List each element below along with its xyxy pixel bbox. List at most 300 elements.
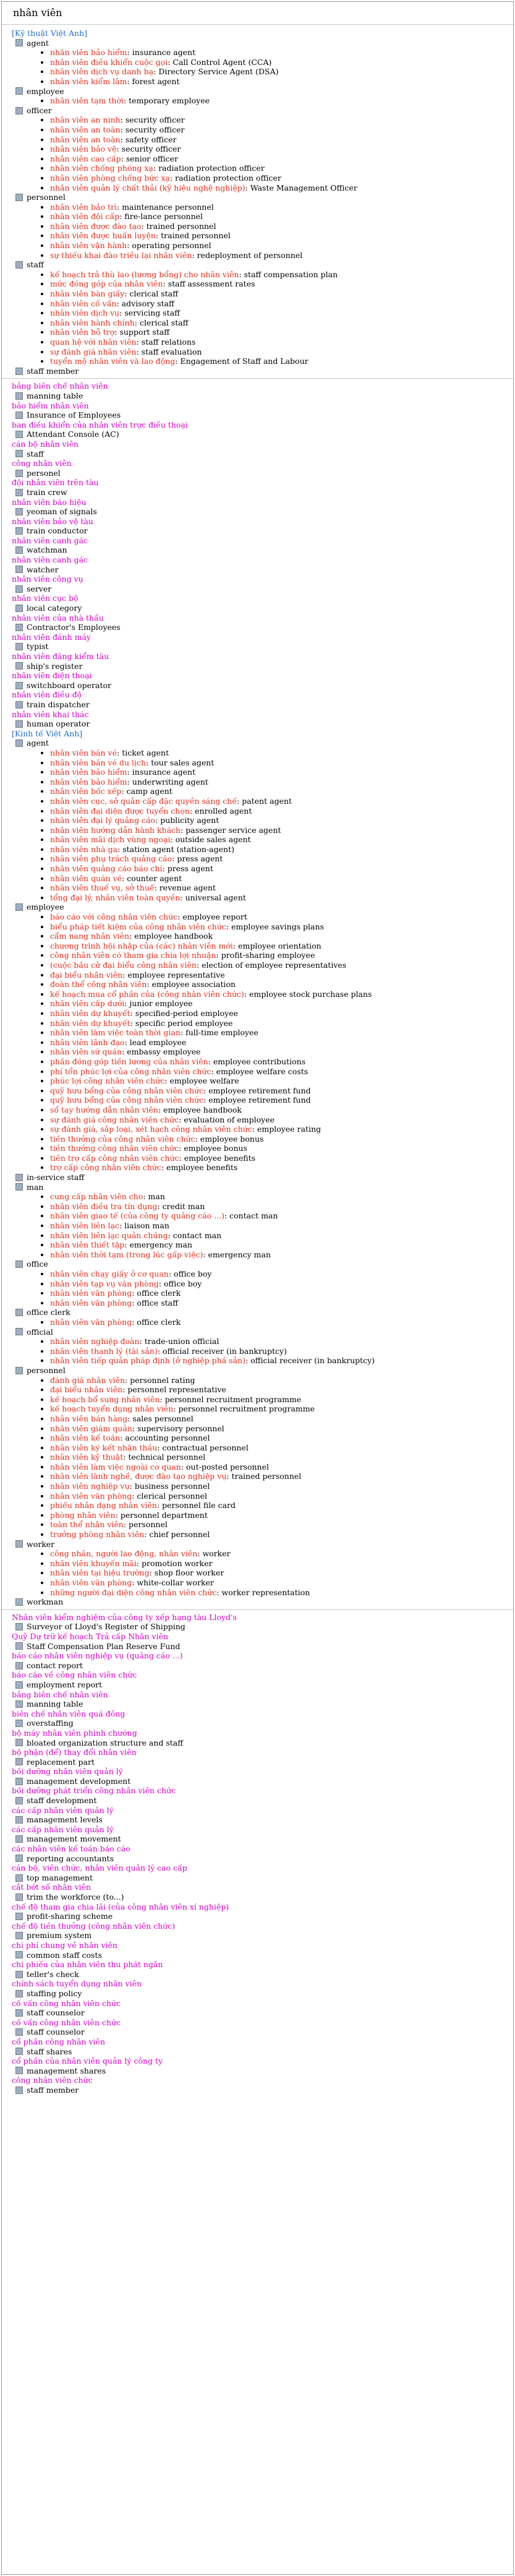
phrase-heading[interactable]: bộ phận (để) thay đổi nhân viên <box>12 1747 137 1757</box>
entry-vietnamese[interactable]: nhân viên được đào tạo <box>50 221 142 231</box>
entry-vietnamese[interactable]: nhân viên bán vé du lịch <box>50 757 147 767</box>
phrase-heading[interactable]: bảng biên chế nhân viên <box>12 381 108 391</box>
entry-english: clerical personnel <box>137 1491 208 1501</box>
entry-vietnamese[interactable]: nhân viên văn phòng <box>50 1491 132 1501</box>
square-bullet-icon <box>15 1778 23 1785</box>
entry-english: patent agent <box>242 796 292 806</box>
entry-vietnamese[interactable]: tổng đại lý, nhân viên toàn quyền <box>50 892 181 902</box>
phrase-heading[interactable]: bồi dưỡng phát triển công nhân viên chức <box>12 1786 176 1796</box>
entry-english: man <box>148 1192 165 1202</box>
phrase-heading[interactable]: chi phiếu của nhân viên thu phát ngân <box>12 1960 163 1970</box>
entry-list <box>12 1317 513 1327</box>
entry-vietnamese[interactable]: công nhân viên có tham gia chia lợi nhuận <box>50 950 216 960</box>
phrase-english: teller's check <box>27 1969 79 1979</box>
phrase-heading[interactable]: Nhân viên kiểm nghiệm của công ty xếp hạng tàu Lloyd's <box>12 1612 237 1622</box>
entry-vietnamese[interactable]: sổ tay hướng dẫn nhân viên <box>50 1105 158 1114</box>
phrase-translation <box>15 1911 513 1921</box>
entry-vietnamese[interactable]: kế hoạch tuyển dụng nhân viên <box>50 1404 174 1414</box>
entry-vietnamese[interactable]: nhân viên cấp dưới <box>50 999 125 1009</box>
phrase-english: trim the workforce (to...) <box>27 1892 124 1902</box>
square-bullet-icon <box>15 470 23 477</box>
entry-english: office clerk <box>137 1317 181 1327</box>
entry-item: • kế hoạch trả thù lao (lương bổng) cho nhân viên: staff compensation plan <box>50 270 513 280</box>
phrase-heading[interactable]: nhân viên báo hiệu <box>12 497 87 507</box>
entry-vietnamese[interactable]: cung cấp nhân viên cho <box>50 1192 143 1202</box>
entry-item: • nhân viên nhà ga: station agent (station-agent) <box>50 845 513 855</box>
entry-vietnamese[interactable]: nhân viên khuyến mãi <box>50 1558 137 1568</box>
entry-vietnamese[interactable]: nhân viên vận hành <box>50 241 127 251</box>
phrase-english: management levels <box>27 1815 103 1825</box>
square-bullet-icon <box>15 1758 23 1765</box>
phrase-english: Attendant Console (AC) <box>27 429 119 439</box>
entry-vietnamese[interactable]: nhân viên hỗ trợ <box>50 327 115 337</box>
entry-vietnamese[interactable]: quan hệ với nhân viên <box>50 337 137 347</box>
entry-vietnamese[interactable]: nhân viên điều khiển cuộc gọi <box>50 57 168 67</box>
entry-vietnamese[interactable]: nhân viên bảo trì <box>50 202 117 212</box>
entry-vietnamese[interactable]: nhân viên giao tế (của công ty quảng cáo ...) <box>50 1211 224 1221</box>
entry-vietnamese[interactable]: nhân viên chạy giấy ở cơ quan <box>50 1269 169 1278</box>
phrase-heading[interactable]: nhân viên đánh máy <box>12 632 91 642</box>
entry-item: • tuyển mộ nhân viên và lao động: Engagement of Staff and Labour <box>50 356 513 366</box>
entry-english: emergency man <box>208 1249 271 1259</box>
phrase-heading[interactable]: các cấp nhân viên quản lý <box>12 1805 114 1815</box>
phrase-heading[interactable]: chế độ tham gia chia lãi (của công nhân viên xí nghiệp) <box>12 1902 229 1911</box>
entry-item: • đánh giá nhân viên: personnel rating <box>50 1376 513 1385</box>
entry-vietnamese[interactable]: kế hoạch mua cổ phần của (công nhân viên chức) <box>50 989 244 999</box>
entry-vietnamese[interactable]: nhân viên thanh lý (tài sản) <box>50 1346 158 1356</box>
entry-vietnamese[interactable]: nhân viên sứ quán <box>50 1047 122 1057</box>
entry-item: • nhân viên bán vé du lịch: tour sales agent <box>50 758 513 768</box>
entry-vietnamese[interactable]: nhân viên tại hiệu trường <box>50 1568 150 1578</box>
phrase-heading[interactable]: cán bộ nhân viên <box>12 439 79 449</box>
entry-item: • nhân viên thanh lý (tài sản): official receiver (in bankruptcy) <box>50 1346 513 1356</box>
phrase-heading[interactable]: nhân viên bảo vệ tàu <box>12 516 93 526</box>
phrase-heading[interactable]: cố vấn công nhân viên chức <box>12 1998 121 2008</box>
entry-vietnamese[interactable]: nhân viên quảng cáo báo chí <box>50 864 163 874</box>
entry-vietnamese[interactable]: phiếu nhân dạng nhân viên <box>50 1501 157 1510</box>
phrase-translation <box>15 1970 513 1979</box>
phrase-heading[interactable]: công nhân viên chức <box>12 2075 93 2085</box>
entry-vietnamese[interactable]: nhân viên an ninh <box>50 115 121 125</box>
entry-item: • tiền trợ cấp công nhân viên chức: employee benefits <box>50 1153 513 1163</box>
phrase-english: overstaffing <box>27 1718 74 1728</box>
phrase-english: watchman <box>27 545 67 555</box>
entry-vietnamese[interactable]: nhân viên bảo vệ <box>50 144 117 154</box>
entry-english: security officer <box>125 115 185 125</box>
entry-english: personnel <box>129 1520 168 1530</box>
entry-vietnamese[interactable]: nhân viên an toàn <box>50 124 121 134</box>
phrase-heading[interactable]: báo cáo nhân viên nghiệp vụ (quảng cáo ...) <box>12 1651 183 1661</box>
entry-vietnamese[interactable]: nhân viên liên lạc quản chúng <box>50 1230 168 1240</box>
entry-vietnamese[interactable]: những người đại diện công nhân viên chức <box>50 1587 217 1597</box>
category-term: agent <box>27 38 49 48</box>
entry-vietnamese[interactable]: sự đánh giá công nhân viên chức <box>50 1114 179 1124</box>
entry-vietnamese[interactable]: tiền trợ cấp công nhân viên chức <box>50 1153 179 1163</box>
square-bullet-icon <box>15 2048 23 2055</box>
entry-english: accounting personnel <box>125 1433 210 1443</box>
entry-item: • nhân viên nghiệp đoàn: trade-union official <box>50 1337 513 1346</box>
entry-item: • nhân viên bốc xếp: camp agent <box>50 786 513 796</box>
entry-vietnamese[interactable]: nhân viên được huấn luyện <box>50 231 156 241</box>
phrase-heading[interactable]: bồi dưỡng nhân viên quản lý <box>12 1767 123 1777</box>
category-term: officer <box>27 105 52 115</box>
entry-vietnamese[interactable]: nhân viên văn phòng <box>50 1288 132 1298</box>
entry-vietnamese[interactable]: nhân viên hành chính <box>50 317 135 327</box>
entry-english: office clerk <box>137 1288 181 1298</box>
entry-vietnamese[interactable]: nhân viên phòng chống bức xạ <box>50 173 170 183</box>
entry-item: • tiền thưởng công nhân viên chức: employee bonus <box>50 1144 513 1153</box>
entry-vietnamese[interactable]: nhân viên chống phóng xạ <box>50 163 153 173</box>
entry-vietnamese[interactable]: nhân viên an toàn <box>50 134 121 144</box>
entry-english: staff relations <box>141 337 196 347</box>
entry-vietnamese[interactable]: tuyển mộ nhân viên và lao động <box>50 356 176 366</box>
square-bullet-icon <box>15 1874 23 1882</box>
phrase-heading[interactable]: cổ phần của nhân viên quản lý công ty <box>12 2056 163 2066</box>
entry-item: • phúc lợi công nhân viên chức: employee welfare <box>50 1076 513 1086</box>
entry-english: employee handbook <box>163 1105 242 1114</box>
square-bullet-icon <box>15 720 23 728</box>
entry-vietnamese[interactable]: biểu pháp tiết kiệm của công nhân viên chức <box>50 921 226 931</box>
phrase-heading[interactable]: các nhân viên kế toán báo cáo <box>12 1844 130 1854</box>
phrase-heading[interactable]: nhân viên canh gác <box>12 555 88 565</box>
phrase-translation <box>15 681 513 691</box>
phrase-translation <box>15 545 513 555</box>
entry-vietnamese[interactable]: nhân viên dịch vụ <box>50 308 120 318</box>
entry-vietnamese[interactable]: kế hoạch bổ sung nhân viên <box>50 1394 160 1404</box>
entry-vietnamese[interactable]: đại biểu nhân viên <box>50 970 123 980</box>
entry-vietnamese[interactable]: tiền thưởng của công nhân viên chức <box>50 1134 195 1144</box>
phrase-heading[interactable]: nhân viên điều độ <box>12 690 82 700</box>
square-bullet-icon <box>15 87 23 95</box>
phrase-heading[interactable]: nhân viên canh gác <box>12 535 88 545</box>
entry-english: employee stock purchase plans <box>249 989 372 999</box>
entry-vietnamese[interactable]: nhân viên mãi dịch vùng ngoại <box>50 835 171 845</box>
phrase-translation <box>15 719 513 729</box>
entry-item: • (cuộc bầu cử đại biểu công nhân viên: election of employee representatives <box>50 960 513 970</box>
entry-vietnamese[interactable]: nhân viên tiếp quản pháp định (ở nghiệp phá sản) <box>50 1356 245 1366</box>
entry-english: evaluation of employee <box>184 1114 275 1124</box>
entry-vietnamese[interactable]: chương trình hội nhập của (các) nhân viên mới <box>50 941 233 950</box>
phrase-heading[interactable]: cố vấn công nhân viên chức <box>12 2017 121 2027</box>
category-term: agent <box>27 738 49 748</box>
entry-english: security officer <box>121 144 181 154</box>
category-term: personnel <box>27 192 66 202</box>
entry-english: worker <box>202 1549 231 1559</box>
entry-vietnamese[interactable]: nhân viên kế toán <box>50 1433 121 1443</box>
entry-english: employee welfare costs <box>216 1066 309 1076</box>
entry-item: • quỹ hưu bổng của công nhân viên chức: employee retirement fund <box>50 1095 513 1105</box>
phrase-heading[interactable]: nhân viên khai thác <box>12 709 89 719</box>
entry-english: temporary employee <box>129 96 210 106</box>
entry-item: • nhân viên an ninh: security officer <box>50 115 513 125</box>
entry-english: radiation protection officer <box>175 173 281 183</box>
phrase-translation <box>15 1796 513 1806</box>
entry-vietnamese[interactable]: nhân viên bán hàng <box>50 1413 128 1423</box>
entry-english: ticket agent <box>122 747 169 757</box>
category-heading <box>15 1327 513 1337</box>
entry-english: employee representative <box>127 970 225 980</box>
entry-vietnamese[interactable]: quỹ hưu bổng của công nhân viên chức <box>50 1095 204 1105</box>
entry-item: • nhân viên nghiệp vụ: business personnel <box>50 1481 513 1491</box>
entry-item: • nhân viên phòng chống bức xạ: radiation protection officer <box>50 173 513 183</box>
entry-english: security officer <box>125 124 185 134</box>
entry-item: • toàn thể nhân viên: personnel <box>50 1520 513 1530</box>
entry-item: • nhân viên chống phóng xạ: radiation protection officer <box>50 163 513 173</box>
entry-item: • quỹ hưu bổng của công nhân viên chức: employee retirement fund <box>50 1086 513 1096</box>
phrase-heading[interactable]: báo cáo về công nhân viên chức <box>12 1670 137 1680</box>
entry-item: • nhân viên tại hiệu trường: shop floor worker <box>50 1568 513 1578</box>
phrase-heading[interactable]: Quỹ Dự trữ kế hoạch Trả cấp Nhân viên <box>12 1631 169 1641</box>
entry-vietnamese[interactable]: nhân viên tạm thời <box>50 96 124 106</box>
entry-vietnamese[interactable]: nhân viên dịch vụ danh bạ <box>50 67 154 77</box>
entry-item: • phần đóng góp tiền lương của nhân viên: employee contributions <box>50 1057 513 1067</box>
entry-vietnamese[interactable]: tiền thưởng công nhân viên chức <box>50 1144 179 1153</box>
entry-vietnamese[interactable]: nhân viên phụ trách quảng cáo <box>50 854 172 864</box>
entry-item: • nhân viên liên lạc quản chúng: contact man <box>50 1231 513 1241</box>
entry-vietnamese[interactable]: nhân viên đội cấp <box>50 212 120 222</box>
square-bullet-icon <box>15 903 23 911</box>
entry-vietnamese[interactable]: sự đánh giá nhân viên <box>50 347 137 356</box>
entry-vietnamese[interactable]: nhân viên bảo hiểm <box>50 767 127 777</box>
category-term: office <box>27 1259 48 1269</box>
phrase-heading[interactable]: bộ máy nhân viên phình chướng <box>12 1728 137 1738</box>
entry-english: press agent <box>177 854 223 864</box>
square-bullet-icon <box>15 2067 23 2074</box>
entry-vietnamese[interactable]: nhân viên bàn giấy <box>50 289 125 299</box>
entry-item: • sự đánh giá nhân viên: staff evaluation <box>50 347 513 357</box>
entry-vietnamese[interactable]: toàn thể nhân viên <box>50 1520 124 1530</box>
phrase-english: manning table <box>27 390 83 400</box>
phrase-heading[interactable]: cắt bớt số nhân viên <box>12 1882 92 1892</box>
entry-item: • nhân viên thiết tập: emergency man <box>50 1240 513 1250</box>
entry-vietnamese[interactable]: nhân viên văn phòng <box>50 1578 132 1587</box>
phrase-heading[interactable]: chế độ tiền thưởng (công nhân viên chức) <box>12 1921 176 1931</box>
entry-vietnamese[interactable]: nhân viên dự khuyết <box>50 1018 130 1028</box>
phrase-heading[interactable]: biên chế nhân viên quá đông <box>12 1708 126 1718</box>
entry-vietnamese[interactable]: nhân viên cục, sở quản cấp đặc quyền sáng chế <box>50 796 237 806</box>
square-bullet-icon <box>15 585 23 593</box>
entry-english: employee retirement fund <box>208 1095 311 1105</box>
entry-vietnamese[interactable]: phần đóng góp tiền lương của nhân viên <box>50 1056 208 1066</box>
entry-vietnamese[interactable]: phúc lợi công nhân viên chức <box>50 1076 165 1086</box>
phrase-translation <box>15 1834 513 1844</box>
entry-english: insurance agent <box>132 48 196 58</box>
entry-vietnamese[interactable]: nhân viên tạp vụ văn phòng <box>50 1278 159 1288</box>
entry-item: • nhân viên tiếp quản pháp định (ở nghiệp phá sản): official receiver (in bankruptcy) <box>50 1356 513 1366</box>
entry-vietnamese[interactable]: công nhân, người lao động, nhân viên <box>50 1549 198 1559</box>
entry-vietnamese[interactable]: nhân viên thời tạm (trong lúc gấp việc) <box>50 1249 203 1259</box>
entry-vietnamese[interactable]: nhân viên điều tra tín dụng <box>50 1201 158 1211</box>
entry-item: • nhân viên thuế vụ, sở thuế: revenue agent <box>50 883 513 893</box>
square-bullet-icon <box>15 1662 23 1669</box>
entry-english: office boy <box>163 1278 202 1288</box>
entry-vietnamese[interactable]: đánh giá nhân viên <box>50 1375 126 1385</box>
entry-vietnamese[interactable]: quỹ hưu bổng của công nhân viên chức <box>50 1085 204 1095</box>
entry-vietnamese[interactable]: nhân viên thuế vụ, sở thuế <box>50 883 155 893</box>
phrase-english: reporting accountants <box>27 1853 114 1863</box>
entry-item: • nhân viên kiểm lâm: forest agent <box>50 77 513 87</box>
entry-vietnamese[interactable]: nhân viên cao cấp <box>50 153 121 163</box>
entry-english: employee report <box>182 912 247 922</box>
entry-vietnamese[interactable]: nhân viên bốc xếp <box>50 786 122 796</box>
entry-item: • nhân viên khuyến mãi: promotion worker <box>50 1559 513 1569</box>
phrase-heading[interactable]: công nhân viên <box>12 459 72 468</box>
entry-item: • sự thiếu khai đào triều lại nhân viên: redeployment of personnel <box>50 251 513 261</box>
entry-item: • nhân viên đại lý quảng cáo: publicity agent <box>50 816 513 825</box>
entry-vietnamese[interactable]: nhân viên đại diện được tuyển chọn <box>50 806 190 816</box>
entry-vietnamese[interactable]: nhân viên nghiệp đoàn <box>50 1337 140 1346</box>
phrase-translation <box>15 565 513 575</box>
square-bullet-icon <box>15 489 23 496</box>
square-bullet-icon <box>15 1328 23 1335</box>
entry-vietnamese[interactable]: đại biểu nhân viên <box>50 1385 123 1395</box>
entry-vietnamese[interactable]: nhân viên quán vé <box>50 873 122 883</box>
phrase-heading[interactable]: nhân viên cục bộ <box>12 593 79 603</box>
entry-item: • nhân viên an toàn: security officer <box>50 125 513 135</box>
entry-english: technical personnel <box>128 1452 206 1462</box>
square-bullet-icon <box>15 701 23 709</box>
entry-item: • kế hoạch tuyển dụng nhân viên: personnel recruitment programme <box>50 1404 513 1414</box>
category-term: employee <box>27 902 64 912</box>
entry-item: • nhân viên văn phòng: clerical personnel <box>50 1491 513 1501</box>
entry-vietnamese[interactable]: nhân viên làm việc ngoài cơ quan <box>50 1462 181 1471</box>
entry-item: • nhân viên văn phòng: office staff <box>50 1298 513 1308</box>
entry-english: promotion worker <box>142 1558 213 1568</box>
entry-vietnamese[interactable]: trợ cấp công nhân viên chức <box>50 1163 161 1173</box>
square-bullet-icon <box>15 1598 23 1606</box>
entry-vietnamese[interactable]: nhân viên bảo hiểm <box>50 48 127 58</box>
phrase-english: staff shares <box>27 2046 72 2056</box>
category-term: official <box>27 1327 53 1337</box>
entry-english: operating personnel <box>132 241 211 251</box>
entry-vietnamese[interactable]: trưởng phòng nhân viên <box>50 1530 145 1540</box>
phrase-english: Surveyor of Lloyd's Register of Shipping <box>27 1622 185 1632</box>
entry-vietnamese[interactable]: nhân viên văn phòng <box>50 1317 132 1327</box>
entry-item: • nhân viên điều khiển cuộc gọi: Call Control Agent (CCA) <box>50 58 513 67</box>
entry-english: employee rating <box>257 1124 321 1134</box>
entry-vietnamese[interactable]: nhân viên kỹ thuật <box>50 1452 124 1462</box>
phrase-english: watcher <box>27 564 59 574</box>
entry-vietnamese[interactable]: nhân viên ký kết nhận thầu <box>50 1442 158 1452</box>
category-term: worker <box>27 1539 55 1549</box>
phrase-heading[interactable]: bảo hiểm nhân viên <box>12 400 89 410</box>
entry-vietnamese[interactable]: nhân viên nghiệp vụ <box>50 1481 130 1491</box>
phrase-translation <box>15 468 513 478</box>
entry-vietnamese[interactable]: cẩm nang nhân viên <box>50 931 130 941</box>
phrase-heading[interactable]: bảng biên chế nhân viên <box>12 1689 108 1699</box>
entry-item: • nhân viên bàn giấy: clerical staff <box>50 289 513 299</box>
entry-vietnamese[interactable]: báo cáo với công nhân viên chức <box>50 912 178 922</box>
entry-english: personnel file card <box>162 1501 236 1510</box>
entry-vietnamese[interactable]: đoàn thể công nhân viên <box>50 980 147 989</box>
entry-item: • nhân viên chạy giấy ở cơ quan: office boy <box>50 1269 513 1279</box>
phrase-heading[interactable]: cổ phần công nhân viên <box>12 2036 105 2046</box>
square-bullet-icon <box>15 1854 23 1862</box>
section-label: [Kinh tế Việt Anh] <box>12 728 83 738</box>
entry-english: Directory Service Agent (DSA) <box>158 67 279 77</box>
page-title: nhân viên <box>2 2 513 25</box>
entry-item: • phòng nhân viên: personnel department <box>50 1510 513 1520</box>
entry-english: Engagement of Staff and Labour <box>180 356 309 366</box>
category-heading <box>15 1366 513 1376</box>
square-bullet-icon <box>15 1623 23 1630</box>
entry-vietnamese[interactable]: nhân viên cố vấn <box>50 298 117 308</box>
entry-vietnamese[interactable]: kế hoạch trả thù lao (lương bổng) cho nhân viên <box>50 269 239 279</box>
entry-item: • nhân viên điều tra tín dụng: credit man <box>50 1202 513 1212</box>
entry-vietnamese[interactable]: nhân viên giám quản <box>50 1423 132 1433</box>
phrase-heading[interactable]: ban điều khiển của nhân viên trực điều thoại <box>12 420 188 429</box>
entry-english: employee benefits <box>184 1153 256 1163</box>
entry-english: Call Control Agent (CCA) <box>172 57 272 67</box>
square-bullet-icon <box>15 1720 23 1727</box>
entry-vietnamese[interactable]: nhân viên quản lý chất thải (kỹ hiệu nghệ nghiệp) <box>50 183 245 192</box>
entry-english: employee orientation <box>238 941 321 950</box>
phrase-heading[interactable]: nhân viên của nhà thầu <box>12 613 104 622</box>
entry-vietnamese[interactable]: nhân viên kiểm lâm <box>50 76 127 86</box>
entry-vietnamese[interactable]: nhân viên nhà ga <box>50 844 118 854</box>
square-bullet-icon <box>15 1932 23 1939</box>
phrase-heading[interactable]: nhân viên điện thoại <box>12 671 92 681</box>
phrase-heading[interactable]: chính sách tuyển dụng nhân viên <box>12 1979 142 1989</box>
entry-vietnamese[interactable]: nhân viên dự khuyết <box>50 1008 130 1018</box>
phrase-english: train conductor <box>27 526 88 536</box>
entry-item: • nhân viên hướng dẫn hành khách: passenger service agent <box>50 825 513 835</box>
phrase-translation <box>15 1854 513 1864</box>
entry-vietnamese[interactable]: phòng nhân viên <box>50 1510 116 1520</box>
phrase-english: Insurance of Employees <box>27 410 121 420</box>
entry-english: election of employee representatives <box>202 960 347 970</box>
phrase-english: train crew <box>27 487 67 497</box>
entry-vietnamese[interactable]: nhân viên lành nghề, được đào tạo nghiệp vụ <box>50 1471 227 1481</box>
phrase-heading[interactable]: các cấp nhân viên quản lý <box>12 1824 114 1834</box>
entry-vietnamese[interactable]: (cuộc bầu cử đại biểu công nhân viên <box>50 960 197 970</box>
entry-vietnamese[interactable]: sự đánh giá, sắp loại, xét hạch công nhân viên chức <box>50 1124 252 1134</box>
entry-vietnamese[interactable]: phí tổn phúc lợi của công nhân viên chức <box>50 1066 211 1076</box>
entry-vietnamese[interactable]: nhân viên lãnh đạo <box>50 1037 125 1047</box>
entry-vietnamese[interactable]: nhân viên văn phòng <box>50 1298 132 1307</box>
phrase-heading[interactable]: chi phí chung về nhân viên <box>12 1940 117 1950</box>
entry-vietnamese[interactable]: mức đóng góp của nhân viên <box>50 279 163 289</box>
entry-vietnamese[interactable]: nhân viên làm việc toàn thời gian <box>50 1028 181 1038</box>
entry-vietnamese[interactable]: nhân viên đại lý quảng cáo <box>50 816 156 825</box>
entry-english: specified-period employee <box>135 1008 239 1018</box>
entry-vietnamese[interactable]: sự thiếu khai đào triều lại nhân viên <box>50 250 192 260</box>
entry-vietnamese[interactable]: nhân viên thiết tập <box>50 1240 125 1250</box>
phrase-heading[interactable]: cán bộ, viên chức, nhân viên quản lý cao cấp <box>12 1863 187 1873</box>
phrase-heading[interactable]: đội nhân viên trên tàu <box>12 478 99 488</box>
phrase-english: staff <box>27 449 44 459</box>
entry-item: • cung cấp nhân viên cho: man <box>50 1192 513 1202</box>
square-bullet-icon <box>15 527 23 535</box>
phrase-heading[interactable]: nhân viên công vụ <box>12 574 83 584</box>
square-bullet-icon <box>15 1990 23 1997</box>
square-bullet-icon <box>15 624 23 631</box>
entry-item: • tiền thưởng của công nhân viên chức: employee bonus <box>50 1134 513 1144</box>
entry-english: fire-lance personnel <box>124 212 203 222</box>
phrase-english: manning table <box>27 1699 83 1709</box>
entry-vietnamese[interactable]: nhân viên bảo hiểm <box>50 777 127 786</box>
phrase-heading[interactable]: nhân viên đăng kiểm tàu <box>12 652 109 661</box>
phrase-translation <box>15 1931 513 1941</box>
entry-vietnamese[interactable]: nhân viên hướng dẫn hành khách <box>50 825 181 835</box>
entry-item: • nhân viên bán vé: ticket agent <box>50 748 513 758</box>
entry-english: employee handbook <box>134 931 213 941</box>
entry-vietnamese[interactable]: nhân viên bán vé <box>50 747 117 757</box>
entry-item: • trợ cấp công nhân viên chức: employee benefits <box>50 1163 513 1173</box>
entry-vietnamese[interactable]: nhân viên liên lạc <box>50 1221 119 1231</box>
page-frame <box>1 1 514 2575</box>
entry-item: • chương trình hội nhập của (các) nhân viên mới: employee orientation <box>50 941 513 951</box>
